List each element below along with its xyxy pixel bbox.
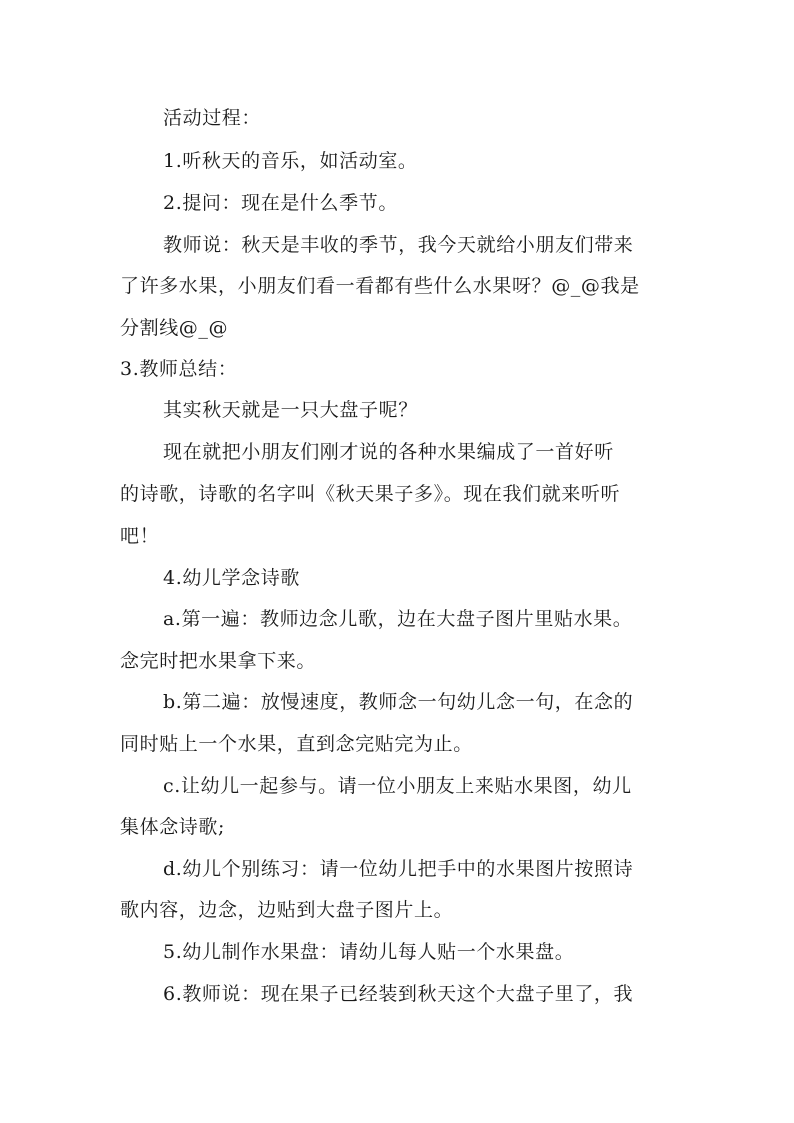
paragraph-teacher-says-line-2: 了许多水果，小朋友们看一看都有些什么水果呀？@_@我是 bbox=[120, 275, 640, 297]
paragraph-poem-intro-line-2: 的诗歌，诗歌的名字叫《秋天果子多》。现在我们就来听听 bbox=[120, 483, 621, 505]
heading-activity-process: 活动过程： bbox=[163, 107, 262, 129]
substep-a-line-1: a.第一遍：教师边念儿歌，边在大盘子图片里贴水果。 bbox=[163, 608, 633, 630]
substep-c-line-1: c.让幼儿一起参与。请一位小朋友上来贴水果图，幼儿 bbox=[163, 775, 632, 797]
paragraph-autumn-plate: 其实秋天就是一只大盘子呢？ bbox=[163, 399, 418, 421]
substep-b-line-1: b.第二遍：放慢速度，教师念一句幼儿念一句，在念的 bbox=[163, 691, 634, 713]
step-1-text: 1.听秋天的音乐，如活动室。 bbox=[163, 150, 418, 172]
paragraph-poem-intro-line-1: 现在就把小朋友们刚才说的各种水果编成了一首好听 bbox=[163, 441, 614, 463]
step-3-heading: 3.教师总结： bbox=[120, 358, 238, 380]
paragraph-teacher-says-line-3: 分割线@_@ bbox=[120, 317, 229, 339]
substep-d-line-2: 歌内容，边念，边贴到大盘子图片上。 bbox=[120, 899, 454, 921]
step-5-text: 5.幼儿制作水果盘：请幼儿每人贴一个水果盘。 bbox=[163, 941, 575, 963]
substep-b-line-2: 同时贴上一个水果，直到念完贴完为止。 bbox=[120, 733, 473, 755]
paragraph-poem-intro-line-3: 吧！ bbox=[120, 525, 160, 547]
substep-c-line-2: 集体念诗歌; bbox=[120, 816, 226, 838]
step-6-text: 6.教师说：现在果子已经装到秋天这个大盘子里了，我 bbox=[163, 983, 634, 1005]
step-2-text: 2.提问：现在是什么季节。 bbox=[163, 192, 398, 214]
substep-d-line-1: d.幼儿个别练习：请一位幼儿把手中的水果图片按照诗 bbox=[163, 858, 634, 880]
paragraph-teacher-says-line-1: 教师说：秋天是丰收的季节，我今天就给小朋友们带来 bbox=[163, 234, 634, 256]
step-4-heading: 4.幼儿学念诗歌 bbox=[163, 567, 300, 589]
substep-a-line-2: 念完时把水果拿下来。 bbox=[120, 650, 317, 672]
